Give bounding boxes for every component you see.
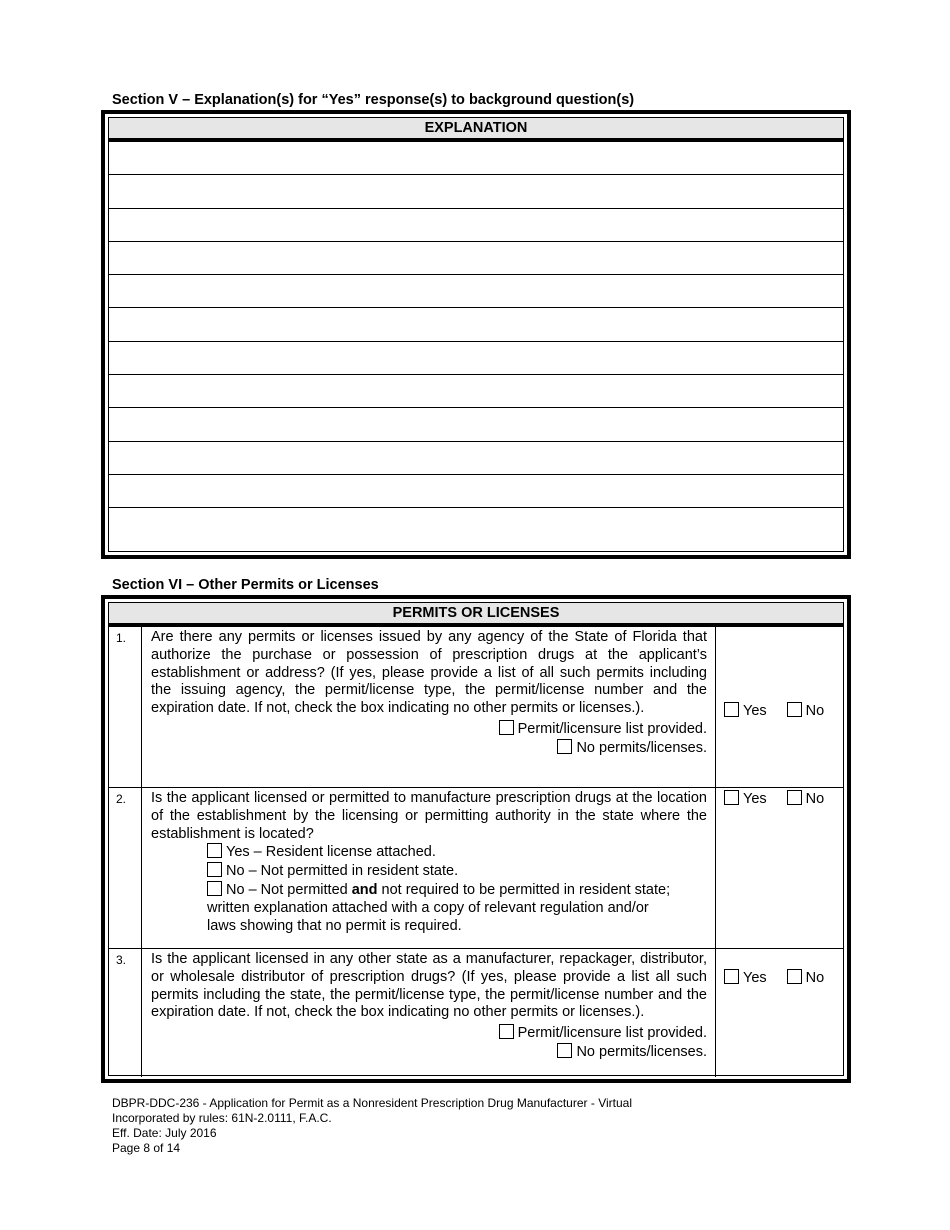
explanation-row[interactable] [109, 508, 843, 541]
explanation-row[interactable] [109, 175, 843, 208]
question-text: Are there any permits or licenses issued by any agency of the State of Florida that authorize the purchase or possession of prescription drugs at the applicant’s establishment or address? (If yes, please provide a list of all such permits including the issuing agency, the permit/license type, the permit/license number and the expiration date. If not, check the box indicating no other permits or licenses.). [151, 629, 707, 717]
not-required-explanation: written explanation attached with a copy of relevant regulation and/or [207, 899, 649, 916]
not-permitted-label: No – Not permitted in resident state. [226, 863, 459, 880]
not-required-explanation-cont: laws showing that no permit is required. [207, 917, 462, 934]
permit-list-checkbox[interactable] [499, 1024, 514, 1039]
footer-page-number: Page 8 of 14 [112, 1141, 181, 1155]
permits-header: PERMITS OR LICENSES [109, 603, 843, 627]
footer-eff-date: Eff. Date: July 2016 [112, 1126, 217, 1140]
no-permits-checkbox[interactable] [557, 1043, 572, 1058]
yes-checkbox[interactable] [724, 702, 739, 717]
explanation-row[interactable] [109, 475, 843, 508]
explanation-row[interactable] [109, 442, 843, 475]
question-number: 3. [109, 949, 142, 1077]
question-number: 2. [109, 788, 142, 948]
permit-question-2 [109, 788, 843, 949]
no-checkbox[interactable] [787, 790, 802, 805]
explanation-row[interactable] [109, 275, 843, 308]
no-label: No [805, 791, 825, 807]
yes-label: Yes [743, 970, 767, 986]
not-required-checkbox[interactable] [207, 881, 222, 896]
not-permitted-checkbox[interactable] [207, 862, 222, 877]
question-text: Is the applicant licensed in any other state as a manufacturer, repackager, distributor, or wholesale distributor of prescription drugs? (If yes, please provide a list all such permits including the state, the permit/license type, the permit/license number and the expiration date. If not, check the box indicating no other permits or licenses.). [151, 951, 707, 1021]
explanation-header: EXPLANATION [109, 118, 843, 142]
section-v-title: Section V – Explanation(s) for “Yes” response(s) to background question(s) [112, 92, 635, 108]
explanation-rows [109, 142, 843, 542]
resident-license-checkbox[interactable] [207, 843, 222, 858]
permit-list-checkbox[interactable] [499, 720, 514, 735]
yes-label: Yes [743, 791, 767, 807]
no-permits-label: No permits/licenses. [576, 739, 707, 756]
yes-checkbox[interactable] [724, 969, 739, 984]
no-checkbox[interactable] [787, 702, 802, 717]
permit-question-3 [109, 949, 843, 1077]
permits-table [101, 595, 851, 1083]
no-permits-label: No permits/licenses. [576, 1043, 707, 1060]
permit-list-label: Permit/licensure list provided. [517, 1025, 707, 1042]
explanation-row[interactable] [109, 342, 843, 375]
resident-license-label: Yes – Resident license attached. [226, 844, 436, 861]
no-label: No [805, 970, 825, 986]
explanation-row[interactable] [109, 209, 843, 242]
no-checkbox[interactable] [787, 969, 802, 984]
no-label: No [805, 703, 825, 719]
page-footer [112, 1096, 632, 1156]
permit-list-label: Permit/licensure list provided. [517, 720, 707, 737]
footer-form-title: DBPR-DDC-236 - Application for Permit as a Nonresident Prescription Drug Manufacturer - Virtual [112, 1096, 632, 1110]
explanation-row[interactable] [109, 308, 843, 341]
explanation-table [101, 110, 851, 559]
explanation-row[interactable] [109, 142, 843, 175]
explanation-row[interactable] [109, 242, 843, 275]
question-text: Is the applicant licensed or permitted to manufacture prescription drugs at the location of the establishment by the licensing or permitting authority in the state where the establishment is located? [151, 790, 707, 842]
yes-checkbox[interactable] [724, 790, 739, 805]
not-required-label: No – Not permitted and not required to be permitted in resident state; [226, 881, 671, 898]
no-permits-checkbox[interactable] [557, 739, 572, 754]
explanation-row[interactable] [109, 408, 843, 441]
yes-label: Yes [743, 703, 767, 719]
explanation-row[interactable] [109, 375, 843, 408]
footer-rules: Incorporated by rules: 61N-2.0111, F.A.C. [112, 1111, 332, 1125]
section-vi-title: Section VI – Other Permits or Licenses [112, 577, 379, 593]
question-number: 1. [109, 627, 142, 787]
permit-question-1 [109, 627, 843, 788]
